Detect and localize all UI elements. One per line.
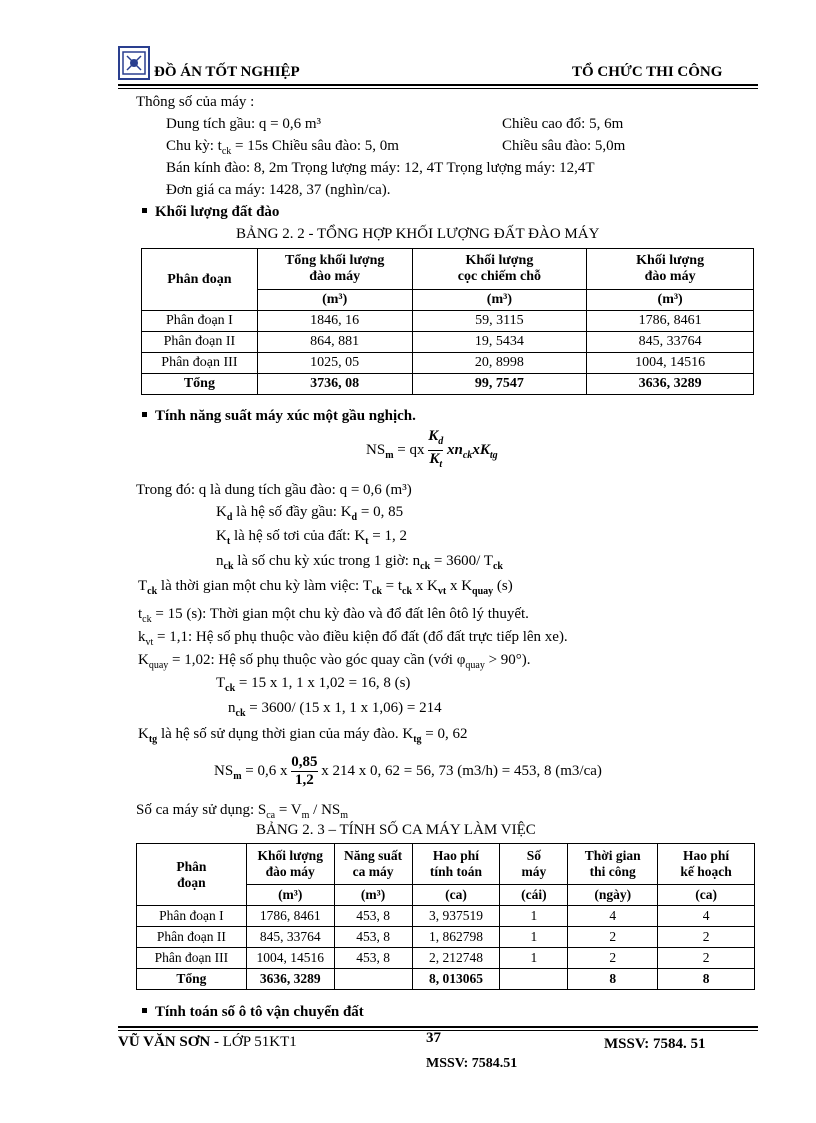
th-phan-doan: Phân đoạn <box>137 844 247 906</box>
cell: 1786, 8461 <box>246 906 334 927</box>
cell: Phân đoạn III <box>142 353 258 374</box>
where-tck-value: $t_{ck} = 15$ (s): Thời gian một chu kỳ đào và đổ đất lên ôtô lý thuyết. <box>138 606 529 625</box>
cell: 1025, 05 <box>257 353 412 374</box>
cell: Phân đoạn II <box>137 927 247 948</box>
th-pile-volume: Khối lượng cọc chiếm chỗ <box>412 249 587 290</box>
unit-cell: (m³) <box>257 290 412 311</box>
table-machine-shifts <box>136 843 755 990</box>
params-line3: Bán kính đào: 8, 2m Trọng lượng máy: 12, 4T Trọng lượng máy: 12,4T <box>166 160 595 176</box>
cell: 1 <box>500 906 568 927</box>
cell: 453, 8 <box>334 948 412 969</box>
cell: 2, 212748 <box>412 948 500 969</box>
params-line2a: Chu kỳ: $t_{ck} = 15s$ Chiều sâu đào: 5, 0m <box>166 138 399 157</box>
cell: 20, 8998 <box>412 353 587 374</box>
th-machine-volume: Khối lượng đào máy <box>587 249 754 290</box>
cell: 3636, 3289 <box>587 374 754 395</box>
cell: 1846, 16 <box>257 311 412 332</box>
where-tck: $T_{ck}$ là thời gian một chu kỳ làm việc: $T_{ck} = t_{ck}$ x $K_{vt}$ x $K_{quay}$ (s) <box>138 578 513 597</box>
bullet-icon <box>142 208 147 213</box>
where-kd: $K_d$ là hệ số đầy gầu: $K_d = 0$, 85 <box>216 504 404 523</box>
cell: 8, 013065 <box>412 969 500 990</box>
where-kvt: $k_{vt} = 1,1$: Hệ số phụ thuộc vào điều kiện đổ đất (đổ đất trực tiếp lên xe). <box>138 629 568 648</box>
unit-cell: (ca) <box>658 885 755 906</box>
cell: 1786, 8461 <box>587 311 754 332</box>
cell: Phân đoạn III <box>137 948 247 969</box>
where-ktg: $K_{tg}$ là hệ số sử dụng thời gian của máy đào. $K_{tg} = 0$, 62 <box>138 726 468 745</box>
unit-cell: (m³) <box>246 885 334 906</box>
cell: 59, 3115 <box>412 311 587 332</box>
unit-cell: (m³) <box>587 290 754 311</box>
footer-author: VŨ VĂN SƠN - LỚP 51KT1 <box>118 1034 297 1050</box>
table-row <box>142 353 754 374</box>
cell: 4 <box>568 906 658 927</box>
unit-cell: (m³) <box>334 885 412 906</box>
footer-student-id: MSSV: 7584. 51 <box>604 1036 706 1052</box>
cell <box>500 969 568 990</box>
footer-student-id-2: MSSV: 7584.51 <box>426 1056 518 1071</box>
cell: 1004, 14516 <box>587 353 754 374</box>
cell: Tổng <box>142 374 258 395</box>
th-total-volume: Tổng khối lượng đào máy <box>257 249 412 290</box>
cell: 845, 33764 <box>246 927 334 948</box>
cell: 1 <box>500 948 568 969</box>
section-excavation-volume: Khối lượng đất đào <box>142 204 279 221</box>
cell: 99, 7547 <box>412 374 587 395</box>
unit-cell: (m³) <box>412 290 587 311</box>
table-header-row <box>142 249 754 290</box>
th-planned-shifts: Hao phí kế hoạch <box>658 844 755 885</box>
table-header-row <box>137 844 755 885</box>
table-row <box>142 311 754 332</box>
unit-cell: (cái) <box>500 885 568 906</box>
cell: 453, 8 <box>334 927 412 948</box>
page-number: 37 <box>426 1030 441 1046</box>
header-left-title: ĐỒ ÁN TỐT NGHIỆP <box>154 64 300 80</box>
table-excavation-volume <box>141 248 754 395</box>
header-rule-thin <box>118 88 758 89</box>
cell: 453, 8 <box>334 906 412 927</box>
th-machine-count: Số máy <box>500 844 568 885</box>
table1-caption: BẢNG 2. 2 - TỔNG HỢP KHỐI LƯỢNG ĐẤT ĐÀO MÁY <box>236 226 600 242</box>
university-logo-icon <box>118 46 150 80</box>
th-productivity: Năng suất ca máy <box>334 844 412 885</box>
cell: Tổng <box>137 969 247 990</box>
cell: 1004, 14516 <box>246 948 334 969</box>
cell: 4 <box>658 906 755 927</box>
th-phan-doan: Phân đoạn <box>142 249 258 311</box>
cell: Phân đoạn II <box>142 332 258 353</box>
formula-productivity: $NS_m$ = qx $\frac{K_d}{K_t}$ $xn_{ck}xK_{tg}$ <box>366 428 498 470</box>
where-kt: $K_t$ là hệ số tơi của đất: $K_t = 1$, 2 <box>216 528 407 547</box>
table-row <box>137 906 755 927</box>
header-rule <box>118 84 758 86</box>
params-line4: Đơn giá ca máy: 1428, 37 (nghìn/ca). <box>166 182 391 198</box>
unit-cell: (ca) <box>412 885 500 906</box>
machine-shifts-formula: Số ca máy sử dụng: $S_{ca} = V_m / NS_m$ <box>136 802 349 821</box>
params-heading: Thông số của máy : <box>136 94 255 110</box>
table-row <box>137 948 755 969</box>
cell: 2 <box>568 927 658 948</box>
bullet-icon <box>142 412 147 417</box>
cell: 845, 33764 <box>587 332 754 353</box>
cell <box>334 969 412 990</box>
bullet-icon <box>142 1008 147 1013</box>
footer-rule <box>118 1026 758 1028</box>
th-duration: Thời gian thi công <box>568 844 658 885</box>
unit-cell: (ngày) <box>568 885 658 906</box>
cell: 3, 937519 <box>412 906 500 927</box>
table-total-row <box>142 374 754 395</box>
cell: Phân đoạn I <box>142 311 258 332</box>
table-row <box>137 927 755 948</box>
table-total-row <box>137 969 755 990</box>
section-productivity: Tính năng suất máy xúc một gầu nghịch. <box>142 408 416 425</box>
cell: 2 <box>658 948 755 969</box>
cell: 2 <box>658 927 755 948</box>
where-nck: $n_{ck}$ là số chu kỳ xúc trong 1 giờ: $n_{ck} = 3600/$ $T_{ck}$ <box>216 553 503 572</box>
th-volume: Khối lượng đào máy <box>246 844 334 885</box>
table-row <box>142 332 754 353</box>
cell: 3636, 3289 <box>246 969 334 990</box>
th-calc-shifts: Hao phí tính toán <box>412 844 500 885</box>
params-line2b: Chiều sâu đào: 5,0m <box>502 138 626 154</box>
calc-tck: $T_{ck} = 15$ x 1, 1 x 1,02 = 16, 8 (s) <box>216 675 411 694</box>
cell: 1, 862798 <box>412 927 500 948</box>
params-line1a: Dung tích gầu: q = 0,6 m³ <box>166 116 322 132</box>
cell: 1 <box>500 927 568 948</box>
cell: 2 <box>568 948 658 969</box>
params-line1b: Chiều cao đổ: 5, 6m <box>502 116 624 132</box>
where-kquay: $K_{quay} = 1,02$: Hệ số phụ thuộc vào góc quay cần (với $\varphi_{quay} > 90^\circ$). <box>138 652 531 671</box>
cell: 864, 881 <box>257 332 412 353</box>
cell: Phân đoạn I <box>137 906 247 927</box>
table2-caption: BẢNG 2. 3 – TÍNH SỐ CA MÁY LÀM VIỆC <box>256 822 536 838</box>
cell: 3736, 08 <box>257 374 412 395</box>
cell: 8 <box>658 969 755 990</box>
calc-nck: $n_{ck} = 3600/$ (15 x 1, 1 x 1,06) = 214 <box>228 700 442 719</box>
cell: 19, 5434 <box>412 332 587 353</box>
cell: 8 <box>568 969 658 990</box>
header-right-title: TỔ CHỨC THI CÔNG <box>572 64 723 80</box>
section-truck-count: Tính toán số ô tô vận chuyển đất <box>142 1004 364 1021</box>
formula-productivity-value: $NS_m = 0,6$ x $\frac{0,85}{1,2}$ x 214 x 0, 62 = 56, 73 (m3/h) = 453, 8 (m3/ca) <box>214 754 602 788</box>
where-q: Trong đó: q là dung tích gầu đào: q = 0,6 (m³) <box>136 482 412 498</box>
